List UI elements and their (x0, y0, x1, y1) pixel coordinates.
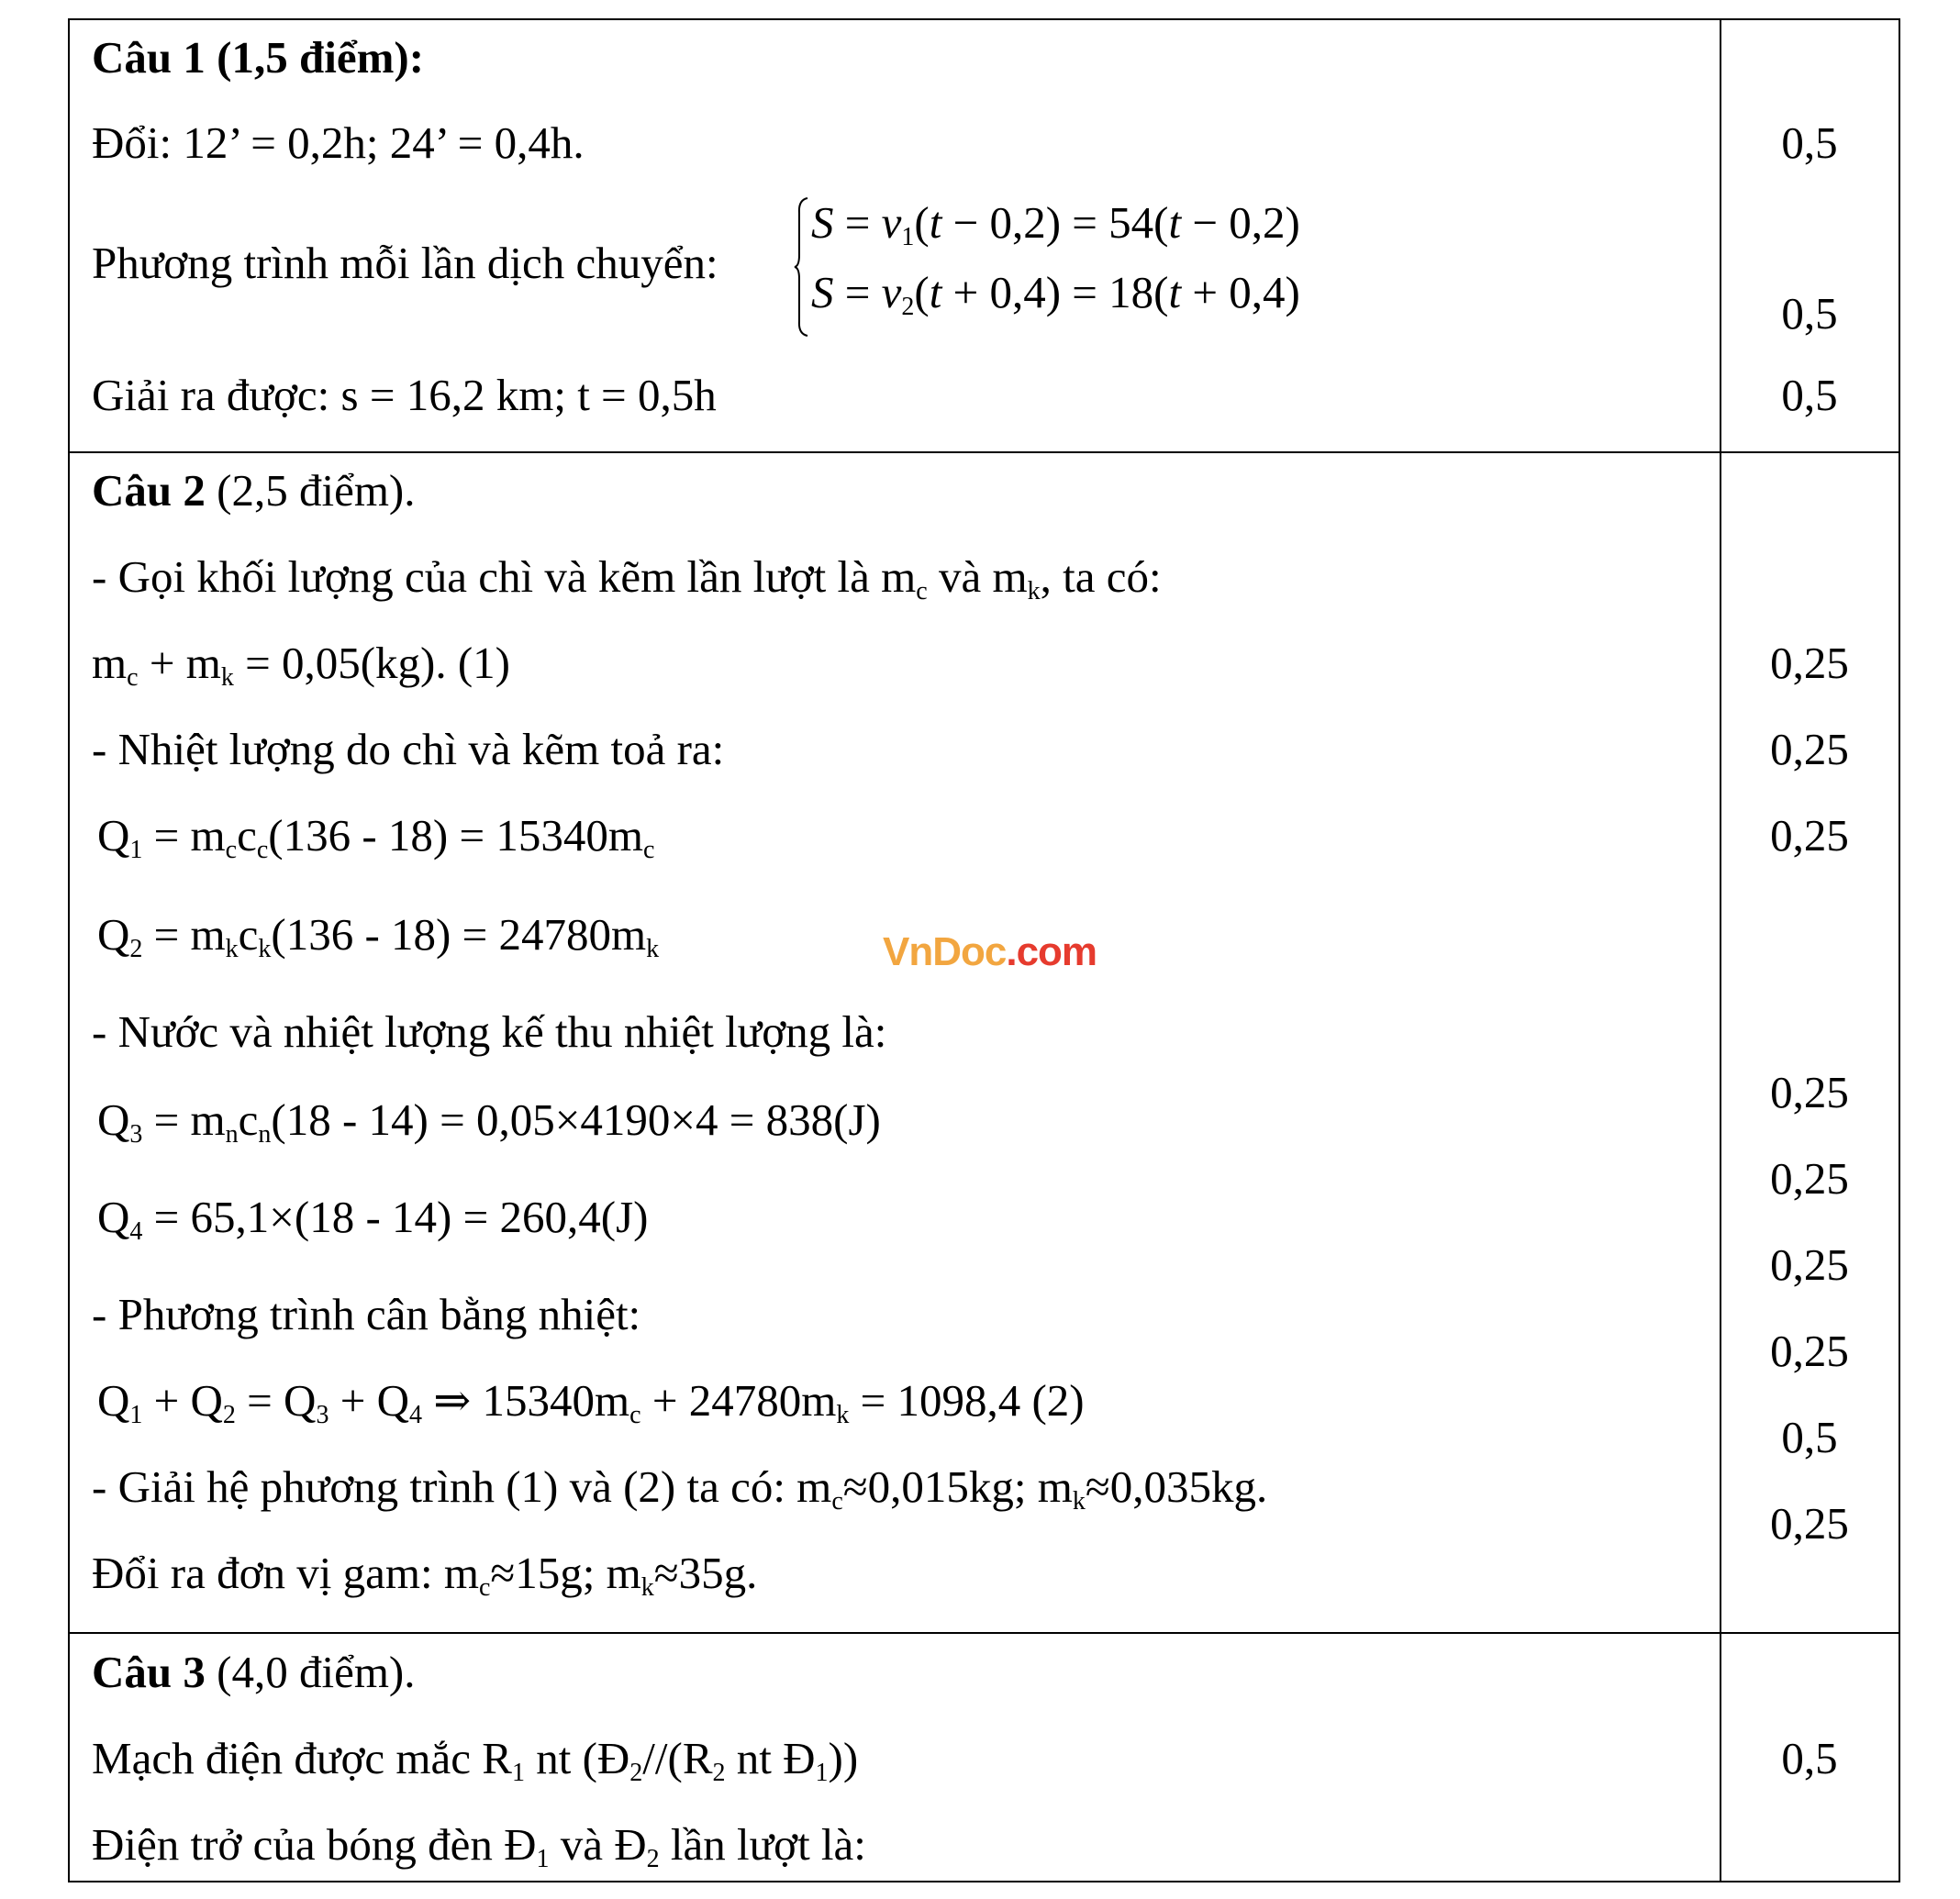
q2-line: $m_c + m_k = 0,05(kg)$. (1) (92, 638, 510, 692)
q1-score: 0,5 (1781, 288, 1838, 339)
q2-line: - Nhiệt lượng do chì và kẽm toả ra: (92, 724, 725, 774)
q1-equation-system (793, 194, 1371, 339)
q2-formula-q3: $Q_3 = m_nc_n(18 - 14) = 0,05\times 4190\times 4 = 838(J)$ (97, 1094, 881, 1149)
q2-score: 0,5 (1781, 1412, 1838, 1462)
q2-score: 0,25 (1770, 1067, 1849, 1117)
q1-eq1: $S = v_1(t - 0,2) = 54(t - 0,2)$ (811, 197, 1300, 251)
q3-line: Mạch điện được mắc $R_1$ nt ($Đ_2//(R_2$ nt $Đ_1$)) (92, 1733, 859, 1787)
q2-score: 0,25 (1770, 1153, 1849, 1204)
q1-score: 0,5 (1781, 117, 1838, 168)
q2-formula-q4: $Q_4 = 65,1\times(18 - 14) = 260,4(J)$ (97, 1192, 649, 1246)
q2-score: 0,25 (1770, 810, 1849, 861)
q2-score: 0,25 (1770, 1498, 1849, 1549)
q2-line: - Giải hệ phương trình (1) và (2) ta có: $m_c\approx 0,015kg$; $m_k\approx 0,035kg$. (92, 1461, 1268, 1516)
q2-heading: Câu 2 (2,5 điểm). (92, 465, 416, 516)
q1-eq2: $S = v_2(t + 0,4) = 18(t + 0,4)$ (811, 267, 1300, 321)
q2-score: 0,25 (1770, 1326, 1849, 1376)
q1-eq-intro: Phương trình mỗi lần dịch chuyển: (92, 238, 718, 288)
q2-line: - Nước và nhiệt lượng kế thu nhiệt lượng là: (92, 1006, 887, 1057)
brace-icon (793, 194, 811, 339)
row-divider-2 (70, 1632, 1899, 1634)
q1-convert: Đổi: 12’ = 0,2h; 24’ = 0,4h. (92, 117, 585, 168)
q2-line: Đổi ra đơn vị gam: $m_c\approx 15g$; $m_k\approx 35g$. (92, 1548, 758, 1602)
q3-score: 0,5 (1781, 1733, 1838, 1783)
q3-line: Điện trở của bóng đèn $Đ_1$ và $Đ_2$ lần lượt là: (92, 1819, 866, 1873)
q1-result: Giải ra được: s = 16,2 km; t = 0,5h (92, 370, 717, 420)
watermark-logo: VnDoc.com (883, 929, 1097, 974)
q2-line: - Phương trình cân bằng nhiệt: (92, 1289, 641, 1339)
q2-line: - Gọi khối lượng của chì và kẽm lần lượt là $m_c$ và $m_k$, ta có: (92, 551, 1162, 605)
q1-score: 0,5 (1781, 370, 1838, 420)
q3-heading: Câu 3 (4,0 điểm). (92, 1647, 416, 1697)
row-divider-1 (70, 451, 1899, 453)
q2-formula-q1: $Q_1 = m_cc_c(136 - 18) = 15340m_c$ (97, 810, 655, 864)
q1-heading: Câu 1 (1,5 điểm): (92, 32, 425, 83)
q2-formula-q2: $Q_2 = m_kc_k(136 - 18) = 24780m_k$ (97, 909, 660, 963)
q2-score: 0,25 (1770, 638, 1849, 688)
q2-score: 0,25 (1770, 1239, 1849, 1290)
q2-formula-balance: $Q_1 + Q_2 = Q_3 + Q_4$ ⇒ $15340m_c + 24780m_k = 1098,4$ (2) (97, 1375, 1085, 1429)
q2-score: 0,25 (1770, 724, 1849, 774)
